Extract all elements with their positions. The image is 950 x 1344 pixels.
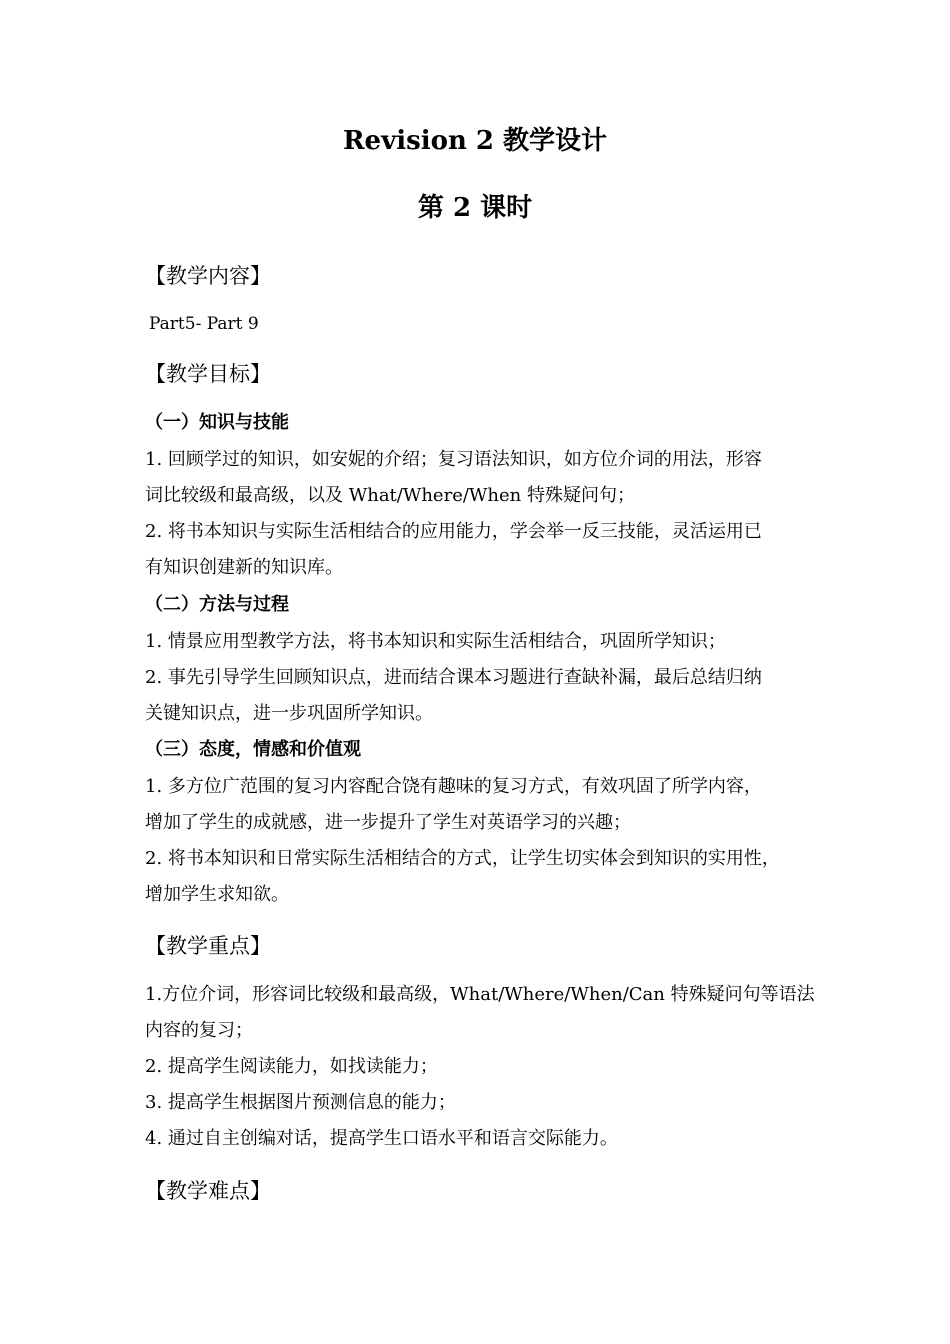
section-heading-difficulties: 【教学难点】 [145, 1179, 271, 1203]
method-line: 2. 事先引导学生回顾知识点，进而结合课本习题进行查缺补漏，最后总结归纳 [145, 667, 762, 688]
subheading-attitude-values: （三）态度，情感和价值观 [145, 739, 361, 760]
method-line: 1. 情景应用型教学方法，将书本知识和实际生活相结合，巩固所学知识； [145, 631, 726, 652]
section-heading-content: 【教学内容】 [145, 264, 271, 288]
keypoint-line: 4. 通过自主创编对话，提高学生口语水平和语言交际能力。 [145, 1128, 618, 1149]
section-heading-keypoints: 【教学重点】 [145, 934, 271, 958]
section-heading-objectives: 【教学目标】 [145, 362, 271, 386]
keypoint-line: 内容的复习； [145, 1020, 253, 1041]
keypoint-line: 1.方位介词，形容词比较级和最高级，What/Where/When/Can 特殊疑问句等语法 [145, 984, 815, 1005]
knowledge-line: 2. 将书本知识与实际生活相结合的应用能力，学会举一反三技能，灵活运用已 [145, 521, 762, 542]
content-text: Part5- Part 9 [149, 314, 259, 334]
knowledge-line: 词比较级和最高级，以及 What/Where/When 特殊疑问句； [145, 485, 635, 506]
method-line: 关键知识点，进一步巩固所学知识。 [145, 703, 433, 724]
document-title: Revision 2 教学设计 [342, 126, 608, 156]
lesson-period-title: 第 2 课时 [417, 193, 533, 223]
attitude-line: 2. 将书本知识和日常实际生活相结合的方式，让学生切实体会到知识的实用性， [145, 848, 780, 869]
subheading-knowledge-skills: （一）知识与技能 [145, 412, 289, 433]
subheading-method-process: （二）方法与过程 [145, 594, 289, 615]
attitude-line: 增加学生求知欲。 [145, 884, 289, 905]
keypoint-line: 3. 提高学生根据图片预测信息的能力； [145, 1092, 456, 1113]
attitude-line: 增加了学生的成就感，进一步提升了学生对英语学习的兴趣； [145, 812, 631, 833]
attitude-line: 1. 多方位广范围的复习内容配合饶有趣味的复习方式，有效巩固了所学内容， [145, 776, 762, 797]
keypoint-line: 2. 提高学生阅读能力，如找读能力； [145, 1056, 438, 1077]
knowledge-line: 1. 回顾学过的知识，如安妮的介绍；复习语法知识，如方位介词的用法，形容 [145, 449, 762, 470]
knowledge-line: 有知识创建新的知识库。 [145, 557, 343, 578]
